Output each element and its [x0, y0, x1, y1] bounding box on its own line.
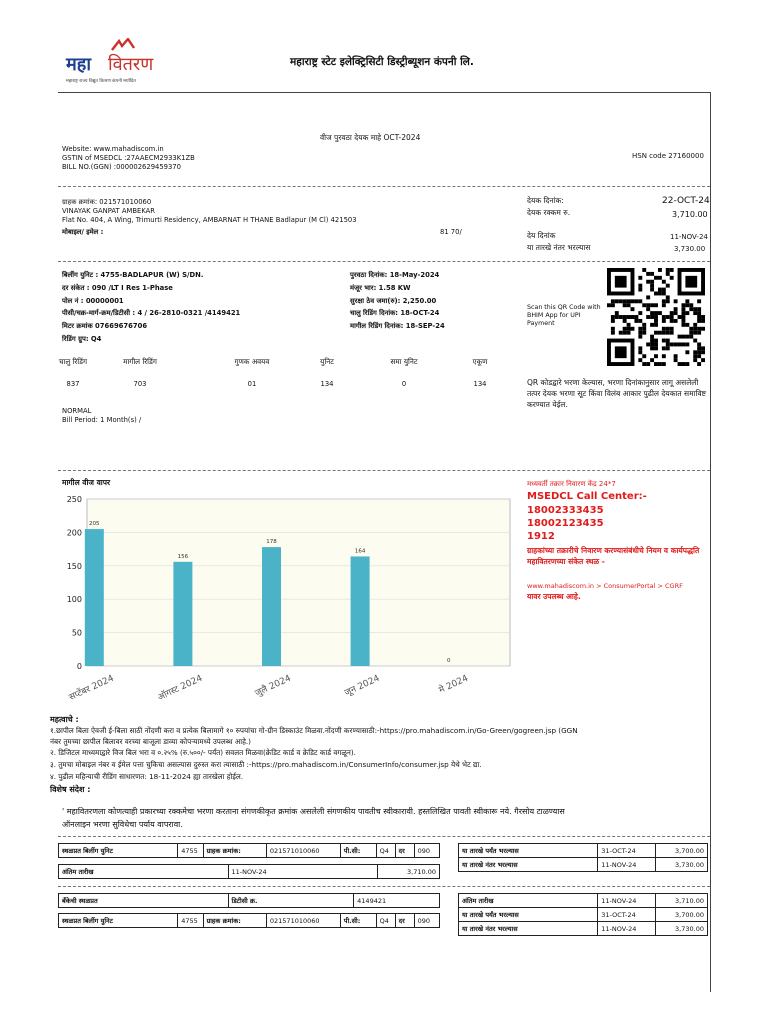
current-reading-date: चालु रिडिंग दिनांक: 18-OCT-24 — [350, 309, 440, 317]
slip2-r0-label: अंतिम तारीख — [459, 894, 598, 908]
slip2-r0-amount: 3,710.00 — [656, 894, 708, 908]
slip2-unit: 4755 — [178, 914, 203, 928]
val-units: 134 — [320, 380, 334, 388]
y-tick-label: 200 — [66, 528, 82, 538]
slip2-r1-amount: 3,700.00 — [656, 908, 708, 922]
slip2-dtc-label: डिटीसी क्र. — [228, 894, 354, 908]
data-label: 156 — [177, 553, 189, 560]
chart-title: मागील वीज वापर — [62, 478, 111, 487]
data-label: 0 — [446, 658, 451, 664]
slip2-tariff: 090 — [414, 914, 439, 928]
special-message-line-1: ' महावितरणला कोणत्याही प्रकारच्या रक्कमेचा भरणा करताना संगणकीकृत क्रमांक असलेली संगणकीय पावतीच स्वीकारावी. हस्तलिखित पावती स्वीकारू नये. गैरसोय टाळण्यास — [62, 807, 565, 816]
slip2-r2-date: 11-NOV-24 — [598, 922, 656, 936]
slip1-r1-amount: 3,700.00 — [656, 844, 708, 858]
note-2: २. डिजिटल माध्यमाद्वारे विज बिल भरा व ०.२५% (रु.५००/- पर्यंत) सवलत मिळवा(क्रेडिट कार्ड व क्रेडिट कार्ड वगळून). — [50, 748, 356, 757]
upi-qr-code[interactable] — [607, 268, 705, 366]
x-tick-label: मे 2024 — [437, 673, 470, 696]
grievance-rules: ग्राहकांच्या तक्रारीचे निवारण करण्यासंबंधीचे नियम व कार्यपद्धति महावितरणच्या संकेत स्थळ - — [527, 546, 700, 566]
val-total: 134 — [473, 380, 487, 388]
bar — [351, 556, 370, 666]
special-message-heading: विशेष संदेश : — [50, 785, 91, 794]
previous-reading-date: मागील रिडिंग दिनांक: 18-SEP-24 — [350, 322, 445, 330]
consumption-chart — [55, 493, 515, 708]
slip-1-last-date — [58, 864, 440, 879]
note-4: ४. पुढील महिन्याची रीडिंग साधारणत: 18-11-2024 ह्या तारखेला होईल. — [50, 772, 244, 781]
data-label: 178 — [266, 539, 277, 546]
supply-date: पुरवठा दिनांक: 18-May-2024 — [350, 271, 440, 279]
val-multiplier: 01 — [247, 380, 257, 388]
plot-area — [87, 499, 510, 666]
slip1-amount: 3,710.00 — [378, 865, 440, 879]
consumer-address: Flat No. 404, A Wing, Trimurti Residency, AMBARNAT H THANE Badlapur (M Cl) 421503 — [62, 216, 357, 224]
slip1-unit-label: स्थळप्रत बिलींग युनिट — [59, 844, 178, 858]
logo-main-text: महा — [66, 54, 91, 75]
slip1-last-date: 11-NOV-24 — [228, 865, 378, 879]
mobile-value: 81 70/ — [440, 228, 462, 236]
qr-note: QR कोडद्वारे भरणा केल्यास, भरणा दिनांकानुसार लागू असलेली तत्पर देयक भरणा सूट किंवा विलंब आकार पुढील देयकात समाविष्ट करण्यात येईल. — [527, 378, 707, 409]
data-label: 205 — [89, 521, 100, 528]
slip1-r2-amount: 3,730.00 — [656, 858, 708, 872]
slip-1-right-table — [458, 843, 708, 872]
slip-2-bank-row — [58, 893, 440, 908]
pole-number: पोल नं : 00000001 — [62, 297, 124, 305]
x-tick-label: सप्टेंबर 2024 — [67, 673, 116, 704]
due-date: 11-NOV-24 — [670, 233, 708, 241]
x-tick-label: जुलै 2024 — [253, 673, 293, 700]
slip1-consumer-no: 021571010060 — [266, 844, 340, 858]
note-1: १.छापील बिला ऐवजी ई-बिला साठी नोंदणी करा व प्रत्येक बिलामागे १० रुपयांचा गो-ग्रीन डिस्काउंट मिळवा.नोंदणी करण्यासाठी:-https://pro.mahadiscom.in/Go-Green/gogreen.jsp (GGN — [50, 726, 578, 735]
slip2-r1-date: 31-OCT-24 — [598, 908, 656, 922]
x-tick-label: जून 2024 — [343, 673, 382, 699]
website-text: Website: www.mahadiscom.in — [62, 145, 164, 153]
slip2-r0-date: 11-NOV-24 — [598, 894, 656, 908]
tariff-code: दर संकेत : 090 /LT I Res 1-Phase — [62, 284, 173, 292]
slip1-r2-date: 11-NOV-24 — [598, 858, 656, 872]
val-adjusted-units: 0 — [401, 380, 407, 388]
slip1-last-date-label: अंतिम तारीख — [59, 865, 229, 879]
phone-3[interactable]: 1912 — [527, 531, 555, 542]
slip2-tariff-label: दर — [395, 914, 414, 928]
sanctioned-load: मंजूर भार: 1.58 KW — [350, 284, 411, 292]
company-name: महाराष्ट्र स्टेट इलेक्ट्रिसिटी डिस्ट्रीब्यूशन कंपनी लि. — [290, 56, 474, 68]
slip1-r2-label: या तारखे नंतर भरल्यास — [459, 858, 598, 872]
after-due-amount: 3,730.00 — [674, 245, 706, 253]
cut-line — [58, 886, 710, 887]
consumer-name: VINAYAK GANPAT AMBEKAR — [62, 207, 156, 215]
divider — [58, 836, 710, 837]
slip2-bank-label: बँकेची स्थळप्रत — [59, 894, 229, 908]
bar — [85, 529, 104, 666]
val-previous-reading: 703 — [133, 380, 147, 388]
header-divider — [58, 92, 710, 93]
reading-group: रिडिंग ग्रुप: Q4 — [62, 335, 102, 343]
slip-2-table — [58, 913, 440, 928]
right-border — [710, 92, 711, 992]
slip1-unit: 4755 — [178, 844, 203, 858]
y-tick-label: 150 — [66, 561, 82, 571]
slip2-r2-label: या तारखे नंतर भरल्यास — [459, 922, 598, 936]
divider — [58, 186, 710, 187]
reading-status: NORMAL — [62, 407, 92, 415]
notes-heading: महत्वाचे : — [50, 715, 79, 724]
gstin-text: GSTIN of MSEDCL :27AAECM2933K1ZB — [62, 154, 195, 162]
col-total: एकूण — [472, 357, 488, 366]
meter-number: मिटर क्रमांक 07669676706 — [62, 322, 148, 330]
slip1-tariff-label: दर — [395, 844, 414, 858]
logo-tagline: महाराष्ट्र राज्य विद्युत वितरण कंपनी मर्यादित — [66, 79, 136, 84]
slip1-consumer-label: ग्राहक क्रमांक: — [203, 844, 266, 858]
note-3: ३. तुमचा मोबाइल नंबर व ईमेल पत्ता चुकिचा असल्यास दुरुस्त करा त्यासाठी :-https://pro.mahadiscom.in/ConsumerInfo/consumer.jsp येथे भेट द्या. — [50, 760, 482, 769]
slip2-r2-amount: 3,730.00 — [656, 922, 708, 936]
divider — [58, 470, 710, 471]
bill-period: Bill Period: 1 Month(s) / — [62, 416, 142, 424]
mobile-label: मोबाइल/ इमेल : — [62, 228, 104, 236]
y-tick-label: 250 — [66, 495, 82, 504]
y-tick-label: 50 — [71, 628, 82, 638]
note-1-cont: नंबर तुमच्या छापील बिलावर वरच्या बाजूला डाव्या कोपऱ्यामध्ये उपलब्ध आहे.) — [50, 737, 251, 746]
slip2-pc-label: पी.सी: — [340, 914, 376, 928]
grievance-center-label: मध्यवर्ती तक्रार निवारण केंद्र 24*7 — [527, 480, 616, 488]
bill-title: वीज पुरवठा देयक माहे OCT-2024 — [320, 133, 421, 142]
pc-route: पीसी/चक्र-मार्ग-क्रम/डिटीसी : 4 / 26-2810-0321 /4149421 — [62, 309, 241, 317]
col-multiplier: गुणक अवयव — [234, 357, 270, 366]
divider — [58, 261, 710, 262]
cgrf-link[interactable]: www.mahadiscom.in > ConsumerPortal > CGRF — [527, 582, 683, 590]
slip2-pc: Q4 — [376, 914, 395, 928]
phone-2[interactable]: 18002123435 — [527, 518, 604, 529]
x-tick-label: ऑगस्ट 2024 — [156, 673, 205, 704]
col-adjusted-units: समा युनिट — [390, 357, 418, 366]
msedcl-logo — [62, 38, 182, 96]
col-previous-reading: मागील रिडिंग — [123, 357, 157, 366]
slip-1-table — [58, 843, 440, 858]
after-due-label: या तारखे नंतर भरल्यास — [527, 243, 591, 252]
slip2-consumer-label: ग्राहक क्रमांक: — [203, 914, 266, 928]
y-tick-label: 100 — [66, 595, 82, 605]
bill-date: 22-OCT-24 — [662, 196, 710, 206]
slip2-dtc: 4149421 — [354, 894, 440, 908]
due-date-label: देय दिनांक — [527, 231, 556, 240]
col-units: युनिट — [320, 357, 334, 366]
special-message-line-2: ऑनलाइन भरणा सुविधेचा पर्याय वापरावा. — [62, 820, 183, 829]
slip2-consumer-no: 021571010060 — [266, 914, 340, 928]
slip2-unit-label: स्थळप्रत बिलींग युनिट — [59, 914, 178, 928]
logo-accent-text: वितरण — [108, 54, 154, 75]
call-center-label: MSEDCL Call Center:- — [527, 491, 647, 502]
slip1-pc-label: पी.सी: — [340, 844, 376, 858]
slip1-pc: Q4 — [376, 844, 395, 858]
slip1-tariff: 090 — [414, 844, 439, 858]
phone-1[interactable]: 18002333435 — [527, 505, 604, 516]
bill-amount-label: देयक रक्कम रु. — [527, 208, 571, 217]
y-tick-label: 0 — [76, 662, 82, 671]
bill-date-label: देयक दिनांक: — [527, 196, 564, 205]
val-current-reading: 837 — [66, 380, 80, 388]
bill-amount: 3,710.00 — [672, 210, 708, 219]
slip2-r1-label: या तारखे पर्यंत भरल्यास — [459, 908, 598, 922]
col-current-reading: चालु रिडिंग — [58, 357, 88, 366]
billing-unit: बिलींग युनिट : 4755-BADLAPUR (W) S/DN. — [62, 271, 204, 279]
qr-caption: Scan this QR Code with BHIM App for UPI Payment — [527, 304, 601, 327]
data-label: 164 — [354, 548, 366, 555]
consumer-number: ग्राहक क्रमांक: 021571010060 — [62, 198, 152, 206]
bar — [262, 547, 281, 666]
bar — [173, 562, 192, 666]
hsn-code: HSN code 27160000 — [632, 152, 704, 160]
available-text: यावर उपलब्ध आहे. — [527, 592, 581, 601]
security-deposit: सुरक्षा ठेव जमा(रु): 2,250.00 — [350, 297, 437, 305]
slip1-r1-label: या तारखे पर्यंत भरल्यास — [459, 844, 598, 858]
slip-2-right-table — [458, 893, 708, 936]
slip1-r1-date: 31-OCT-24 — [598, 844, 656, 858]
bill-number: BILL NO.(GGN) :000002629459370 — [62, 163, 181, 171]
